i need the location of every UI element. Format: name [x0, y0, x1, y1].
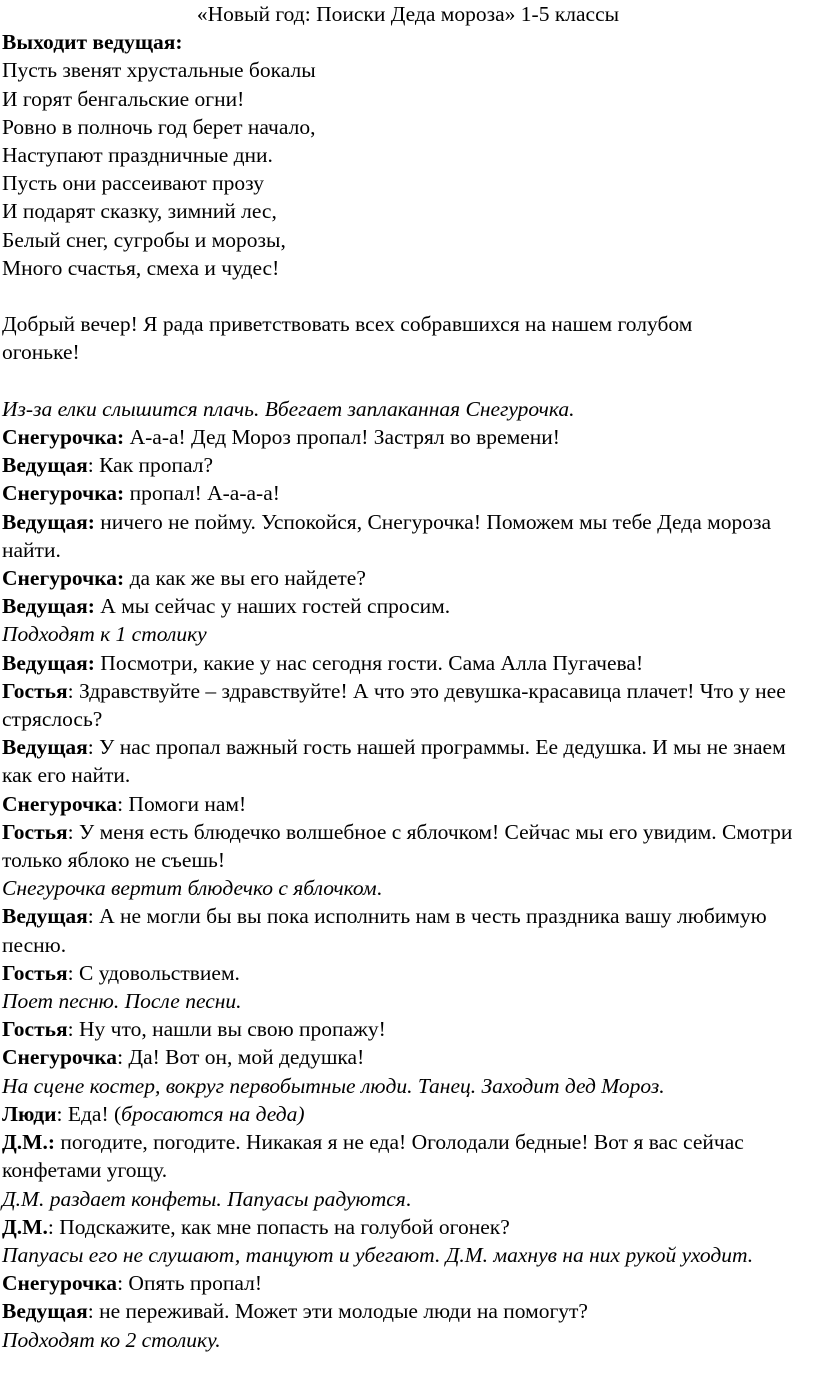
- dialogue-line: [2, 1015, 814, 1043]
- blank-line: [2, 367, 814, 395]
- poem-line: Пусть они рассеивают прозу: [2, 171, 264, 196]
- speaker: Люди: [2, 1101, 57, 1126]
- dialogue-line: [2, 677, 814, 733]
- speech: ничего не пойму. Успокойся, Снегурочка! Поможем мы тебе Деда мороза найти.: [2, 509, 772, 562]
- poem-line: И подарят сказку, зимний лес,: [2, 199, 277, 224]
- stage-direction: [2, 1072, 814, 1100]
- speaker: Снегурочка:: [2, 425, 125, 450]
- script-body: [2, 395, 814, 1354]
- stage-tail: .: [405, 1186, 412, 1211]
- speaker: Снегурочка:: [2, 566, 125, 591]
- speech: пропал! А-а-а-а!: [124, 481, 280, 506]
- dialogue-line: [2, 649, 814, 677]
- speaker: Снегурочка: [2, 1271, 118, 1296]
- dialogue-line: [2, 902, 814, 958]
- speech: : Да! Вот он, мой дедушка!: [117, 1045, 365, 1070]
- speech: : У нас пропал важный гость нашей программы. Ее дедушка. И мы не знаем как его найти.: [2, 735, 786, 788]
- speech: : не переживай. Может эти молодые люди на помогут?: [87, 1299, 588, 1324]
- speaker: Ведущая:: [2, 650, 95, 675]
- speech: : Помоги нам!: [117, 791, 247, 816]
- speech: : С удовольствием.: [67, 960, 240, 985]
- greeting-line: огоньке!: [2, 340, 80, 365]
- stage-text: Подходят к 1 столику: [2, 622, 207, 647]
- speaker: Ведущая:: [2, 594, 95, 619]
- speaker: Снегурочка: [2, 791, 118, 816]
- speaker: Д.М.:: [2, 1130, 55, 1155]
- speech: : А не могли бы вы пока исполнить нам в честь праздника вашу любимую песню.: [2, 904, 767, 957]
- speech: : Как пропал?: [87, 453, 214, 478]
- dialogue-line: [2, 959, 814, 987]
- document-title: «Новый год: Поиски Деда мороза» 1-5 классы: [196, 2, 620, 26]
- speech: да как же вы его найдете?: [124, 566, 366, 591]
- speaker: Гостья: [2, 678, 68, 703]
- poem-line: Пусть звенят хрустальные бокалы: [2, 58, 316, 83]
- dialogue-line: [2, 1043, 814, 1071]
- dialogue-line: [2, 1100, 814, 1128]
- stage-tail: .: [376, 876, 382, 901]
- stage-direction: [2, 1326, 814, 1354]
- dialogue-line: [2, 479, 814, 507]
- speech: погодите, погодите. Никакая я не еда! Оголодали бедные! Вот я вас сейчас конфетами угощу.: [2, 1130, 744, 1183]
- stage-text: Папуасы его не слушают, танцуют и убегают. Д.М. махнув на них рукой уходит.: [2, 1242, 754, 1267]
- speaker: Гостья: [2, 819, 68, 844]
- speech: А мы сейчас у наших гостей спросим.: [94, 594, 451, 619]
- speaker: Ведущая: [2, 904, 88, 929]
- stage-text: Подходят ко 2 столику.: [2, 1327, 221, 1352]
- speech: : Ну что, нашли вы свою пропажу!: [67, 1017, 386, 1042]
- speaker: Снегурочка:: [2, 481, 125, 506]
- dialogue-line: [2, 733, 814, 789]
- greeting-line: Добрый вечер! Я рада приветствовать всех собравшихся на нашем голубом: [2, 312, 693, 337]
- dialogue-line: [2, 508, 814, 564]
- speaker: Снегурочка: [2, 1045, 118, 1070]
- speech: : Еда! (: [56, 1101, 122, 1126]
- poem-line: Белый снег, сугробы и морозы,: [2, 227, 286, 252]
- speech: : Подскажите, как мне попасть на голубой огонек?: [47, 1214, 510, 1239]
- speaker: Гостья: [2, 960, 68, 985]
- speech: : У меня есть блюдечко волшебное с яблочком! Сейчас мы его увидим. Смотри только яблоко не съешь!: [2, 819, 793, 873]
- speaker: Ведущая: [2, 453, 88, 478]
- speech: : Опять пропал!: [117, 1271, 263, 1296]
- stage-text: Снегурочка вертит блюдечко с яблочком: [2, 876, 377, 901]
- speaker: Ведущая:: [2, 509, 95, 534]
- stage-direction: [2, 620, 814, 648]
- dialogue-line: [2, 1269, 814, 1297]
- poem: [2, 56, 814, 282]
- dialogue-line: [2, 1297, 814, 1325]
- dialogue-line: [2, 790, 814, 818]
- speaker: Д.М.: [2, 1214, 48, 1239]
- speaker: Ведущая: [2, 735, 88, 760]
- poem-line: И горят бенгальские огни!: [2, 86, 245, 111]
- speech-italic: бросаются на деда): [121, 1101, 305, 1126]
- poem-line: Наступают праздничные дни.: [2, 143, 273, 168]
- speaker: Ведущая: [2, 1299, 88, 1324]
- dialogue-line: [2, 423, 814, 451]
- stage-direction: [2, 395, 814, 423]
- stage-direction: [2, 987, 814, 1015]
- dialogue-line: [2, 451, 814, 479]
- stage-text: Из-за елки слышится плачь. Вбегает заплаканная Снегурочка.: [2, 396, 575, 421]
- poem-line: Ровно в полночь год берет начало,: [2, 114, 316, 139]
- stage-direction: [2, 1241, 814, 1269]
- stage-direction: [2, 874, 814, 902]
- dialogue-line: [2, 818, 814, 874]
- dialogue-line: [2, 592, 814, 620]
- blank-line: [2, 282, 814, 310]
- dialogue-line: [2, 1213, 814, 1241]
- stage-direction: [2, 1185, 814, 1213]
- speaker: Гостья: [2, 1017, 68, 1042]
- stage-text: На сцене костер, вокруг первобытные люди. Танец. Заходит дед Мороз.: [2, 1073, 665, 1098]
- document-page: [2, 0, 814, 1354]
- heading-bold: Выходит ведущая:: [2, 30, 183, 55]
- stage-text: Д.М. раздает конфеты. Папуасы радуются: [2, 1186, 406, 1211]
- speech: А-а-а! Дед Мороз пропал! Застрял во времени!: [124, 425, 560, 450]
- stage-text: Поет песню. После песни.: [2, 989, 242, 1014]
- poem-line: Много счастья, смеха и чудес!: [2, 255, 280, 280]
- speech: : Здравствуйте – здравствуйте! А что это девушка-красавица плачет! Что у нее стряслось?: [2, 678, 786, 732]
- host-enters-heading: [2, 28, 814, 56]
- dialogue-line: [2, 564, 814, 592]
- dialogue-line: [2, 1128, 814, 1184]
- speech: Посмотри, какие у нас сегодня гости. Сама Алла Пугачева!: [94, 650, 644, 675]
